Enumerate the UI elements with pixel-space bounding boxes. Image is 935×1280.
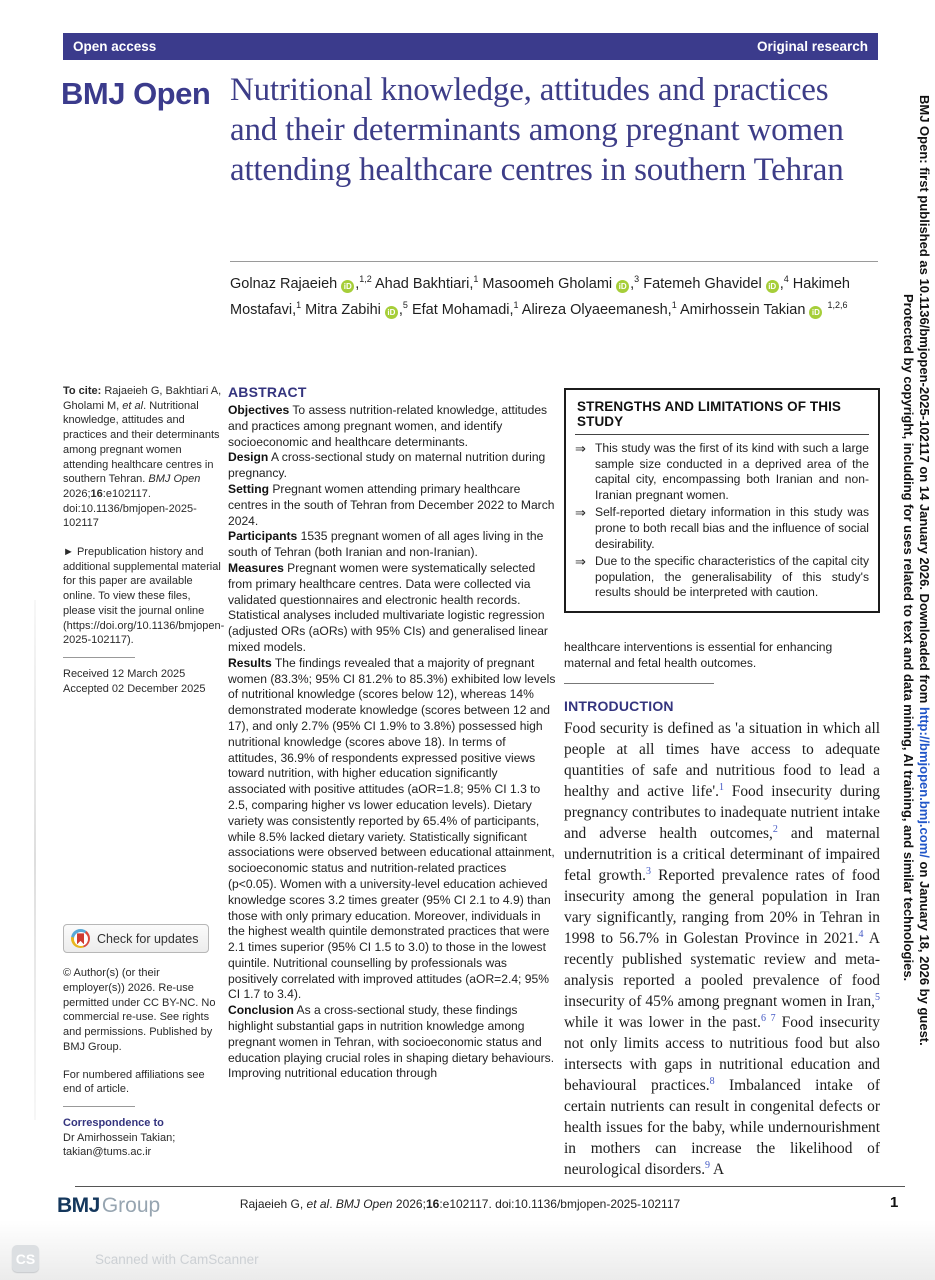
reference-superscript[interactable]: 4 [858,928,864,940]
prepublication-note: ► Prepublication history and additional supplemental material for this paper are available online. To view these files, please visit the journal online (https://doi.org/10.1136/bmjopen-2025-102117). [63,546,225,647]
orcid-icon[interactable]: iD [766,280,779,293]
author-name: Efat Mohamadi [411,301,510,318]
abstract-section: Conclusion As a cross-sectional study, these findings highlight substantial gaps in nutrition knowledge among pregnant women in Tehran, with socioeconomic status and education playing crucial roles in shaping dietary behaviours. Improving nutritional education through [228,1003,555,1081]
left-sidebar [63,384,223,1160]
triangle-bullet-icon: ► [63,546,74,559]
reference-superscript[interactable]: 8 [709,1075,715,1087]
orcid-icon[interactable]: iD [341,280,354,293]
abstract-section: Results The findings revealed that a majority of pregnant women (83.3%; 95% CI 81.2% to 85.3%) exhibited low levels of nutritional knowledge (scores below 12), whereas 14% demonstrated moderate knowledge (scores between 12 and 17), and only 2.7% (95% CI 1.9% to 3.8%) possessed high nutritional knowledge (scores above 18). In terms of attitudes, 36.9% of respondents expressed positive views toward nutrition, with higher education significantly associated with positive attitudes (aOR=1.8; 95% CI 1.3 to 2.5, comparing higher vs lower education levels). Dietary variety was consistently reported by 65.4% of participants, while 8.5% lacked dietary variety. Statistically significant associations were observed between educational attainment, socioeconomic status and nutrition-related practices (p<0.05). Women with a university-level education achieved knowledge scores 3.2 times greater (95% CI 2.1 to 4.9) than those with only primary education. Moreover, individuals in the highest wealth quintile demonstrated practices that were 2.1 times superior (95% CI 1.5 to 3.0) to those in the lowest quintile. Nutritional counselling by professionals was positively correlated with improved attitudes (aOR=2.4; 95% CI 1.7 to 3.4). [228,655,556,1002]
vertical-line-2: Protected by copyright, including for uses related to text and data mining, AI training, and similar technologies. [901,293,916,982]
author-name: Hakimeh Mostafavi [230,275,850,318]
sidebar-divider [63,657,135,658]
author-superscript: ,$^4$ [779,274,789,292]
author-superscript: 1,2,6 [827,299,848,310]
bmj-open-logo: BMJ Open [61,76,211,111]
correspondence-label: Correspondence to [63,1116,164,1129]
page-number: 1 [890,1194,899,1211]
reference-superscript[interactable]: 3 [645,865,651,877]
camscanner-watermark: Scanned with CamScanner [95,1252,259,1267]
vertical-copyright-strip [900,95,932,1180]
check-for-updates-label: Check for updates [97,931,199,946]
reference-superscript[interactable]: 9 [705,1159,711,1171]
article-title: Nutritional knowledge, attitudes and practices and their determinants among pregnant women attending healthcare centres in southern Tehran [230,72,844,188]
author-superscript: ,$^3$ [630,274,640,292]
orcid-icon[interactable]: iD [385,306,398,319]
double-arrow-icon: ⇒ [575,505,586,521]
crossmark-icon [71,929,90,948]
abstract-section: Participants 1535 pregnant women of all ages living in the south of Tehran (both Iranian and non-Iranian). [228,529,544,560]
author-superscript: ,$^1$ [292,299,302,318]
original-research-label: Original research [756,39,868,54]
received-date: Received 12 March 2025 [63,667,186,680]
introduction-text: Food security is defined as 'a situation in which all people at all times have access to adequate quantities of safe and nutritious food to lead a healthy and active life'.$^1$ Food insecurity during pregnancy contributes to inadequate nutrient intake and adverse health outcomes,$^2$ and maternal undernutrition is a critical determinant of impaired fetal growth.$^3$ Reported prevalence rates of food insecurity among the general population in Iran vary significantly, ranging from 20% in Tehran in 1998 to 56.7% in Golestan Province in 2021.$^4$ A recently published systematic review and meta-analysis reported a pooled prevalence of food insecurity of 45% among pregnant women in Iran,$^5$ while it was lower in the past.$^{6 7}$ Food insecurity not only limits access to nutritious food but also intersects with gaps in nutritional education and behavioural practices.$^8$ Imbalanced intake of certain nutrients can result in congenital defects or health issues for the baby, while undernourishment in mothers can increase the likelihood of neurological disorders.$^9$ A [564,719,880,1178]
scan-edge-artifact [34,600,36,1120]
copyright-notice: © Author(s) (or their employer(s)) 2026. Re-use permitted under CC BY-NC. No commercial re-use. See rights and permissions. Published by BMJ Group. [63,967,216,1053]
reference-superscript[interactable]: 6 7 [761,1012,776,1024]
strengths-item-text: This study was the first of its kind with such a large sample size conducted in a deprived area of the capital city, encompassing both Iranian and non-Iranian pregnant women. [595,441,869,502]
abstract-section: Measures Pregnant women were systematically selected from primary healthcare centres. Data were collected via validated questionnaires and electronic health records. Statistical analyses included multivariate logistic regression (adjusted ORs (aORs) with 95% CIs) and generalised linear mixed models. [228,560,548,654]
author-name: Mitra Zabihi [305,301,381,318]
strengths-item-text: Due to the specific characteristics of the capital city population, the generalisability of this study's results should be interpreted with caution. [595,554,869,600]
strengths-item [575,505,869,552]
footer-citation: Rajaeieh G, et al. BMJ Open 2026;16:e102117. doi:10.1136/bmjopen-2025-102117 [239,1197,681,1211]
affiliations-note: For numbered affiliations see end of article. [63,1068,205,1096]
citation-note: To cite: Rajaeieh G, Bakhtiari A, Gholami M, et al. Nutritional knowledge, attitudes and practices and their determinants among pregnant women attending healthcare centres in southern Tehran. BMJ Open 2026;16:e102117. doi:10.1136/bmjopen-2025-102117 [63,385,222,530]
author-name: Amirhossein Takian [679,301,806,318]
author-name: Ahad Bakhtiari [375,275,470,292]
scan-shadow [0,1220,935,1280]
abstract-section: Setting Pregnant women attending primary healthcare centres in the south of Tehran from December 2022 to March 2024. [228,481,555,528]
author-superscript: ,$^1$ [667,299,677,318]
author-superscript: ,$^1$ [509,299,519,318]
author-name: Golnaz Rajaeieh [230,275,338,292]
orcid-icon[interactable]: iD [616,280,629,293]
reference-superscript[interactable]: 5 [875,991,880,1003]
abstract-section: Design A cross-sectional study on maternal nutrition during pregnancy. [228,450,546,481]
reference-superscript[interactable]: 1 [718,781,724,793]
orcid-icon[interactable]: iD [809,306,822,319]
accepted-date: Accepted 02 December 2025 [63,682,206,695]
strengths-limitations-box [564,388,880,613]
author-name: Alireza Olyaeemanesh [521,301,668,318]
journal-url-link[interactable]: http://bmjopen.bmj.com/ [917,706,932,858]
correspondence-email[interactable]: takian@tums.ac.ir [63,1146,152,1159]
author-list [230,269,888,321]
strengths-items [575,441,869,601]
sidebar-spacer [63,696,223,924]
vertical-line-1: BMJ Open: first published as 10.1136/bmjopen-2025-102117 on 14 January 2026. Downloaded from http://bmjopen.bmj.com/ on January 18, 2026 by guest. [917,95,932,1046]
abstract-section: Objectives To assess nutrition-related knowledge, attitudes and practices among pregnant women, and identify socioeconomic and healthcare determinants. [228,403,548,449]
strengths-item-text: Self-reported dietary information in this study was prone to both recall bias and the influence of social desirability. [595,505,869,551]
introduction-heading: INTRODUCTION [564,697,674,714]
footer-divider [75,1186,905,1187]
strengths-item [575,441,869,503]
author-superscript: ,$^{1,2}$ [355,274,372,292]
abstract-column [228,384,556,1082]
double-arrow-icon: ⇒ [575,441,586,456]
abstract-heading: ABSTRACT [228,384,307,400]
open-access-label: Open access [73,39,157,54]
top-banner [63,33,878,60]
bmj-group-logo: BMJGroup [57,1194,161,1217]
correspondence-name: Dr Amirhossein Takian; [63,1131,176,1144]
sidebar-divider [63,1106,135,1107]
abstract-body [228,403,556,1082]
strengths-heading: STRENGTHS AND LIMITATIONS OF THIS STUDY [575,397,869,435]
strengths-item [575,554,869,601]
section-divider [564,683,714,684]
right-column [564,388,880,1180]
author-name: Fatemeh Ghavidel [643,275,762,292]
author-superscript: ,$^1$ [469,274,479,292]
abstract-continuation: healthcare interventions is essential for enhancing maternal and fetal health outcomes. [564,639,833,670]
author-superscript: ,$^5$ [398,299,408,318]
author-name: Masoomeh Gholami [482,275,613,292]
double-arrow-icon: ⇒ [575,554,586,570]
authors-divider [230,261,878,262]
check-for-updates-button[interactable] [63,924,209,953]
camscanner-icon: CS [12,1245,39,1272]
reference-superscript[interactable]: 2 [772,823,778,835]
